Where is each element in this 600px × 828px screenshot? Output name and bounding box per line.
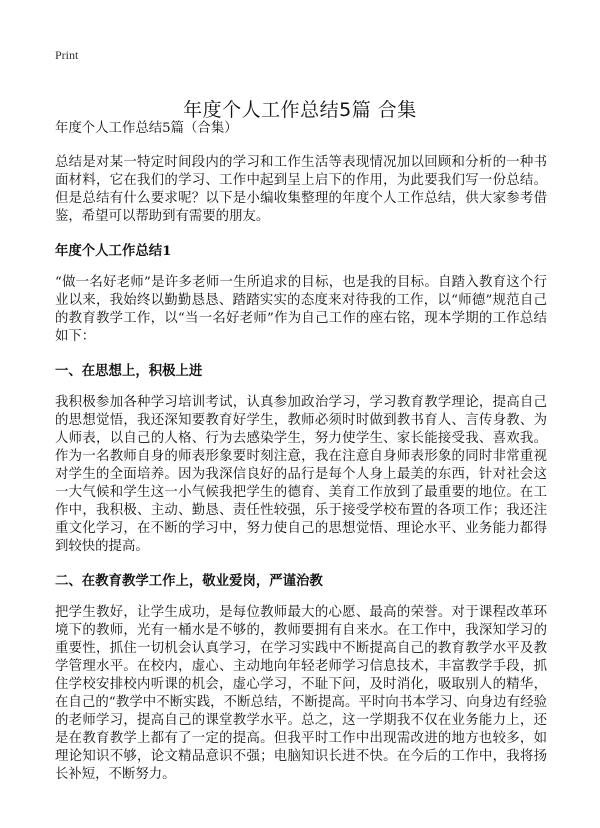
print-label: Print xyxy=(55,48,79,62)
section-intro-paragraph: “做一名好老师”是许多老师一生所追求的目标，也是我的目标。自踏入教育这个行业以来，我始终以勤勤恳恳、踏踏实实的态度来对待我的工作，以“师德”规范自己的教育教学工作，以“当一名好老师”作为自己工作的座右铭，现本学期的工作总结如下： xyxy=(55,275,547,344)
document-subtitle: 年度个人工作总结5篇（合集） xyxy=(55,121,238,136)
part2-heading: 二、在教育教学工作上，敬业爱岗，严谨治教 xyxy=(55,573,323,589)
part1-paragraph: 我积极参加各种学习培训考试，认真参加政治学习，学习教育教学理论，提高自己的思想觉悟，我还深知要教育好学生，教师必须时时做到教书育人、言传身教、为人师表，以自己的人格、行为去感染学生，努力使学生、家长能接受我、喜欢我。作为一名教师自身的师表形象要时刻注意，我在注意自身师表形象的同时非常重视对学生的全面培养。因为我深信良好的品行是每个人身上最美的东西，针对社会这一大气候和学生这一小气候我把学生的德育、美育工作放到了最重要的地位。在工作中，我积极、主动、勤恳、责任性较强，乐于接受学校布置的各项工作；我还注重文化学习，在不断的学习中，努力使自己的思想觉悟、理论水平、业务能力都得到较快的提高。 xyxy=(55,395,547,554)
intro-paragraph: 总结是对某一特定时间段内的学习和工作生活等表现情况加以回顾和分析的一种书面材料，它在我们的学习、工作中起到呈上启下的作用，为此要我们写一份总结。但是总结有什么要求呢？以下是小编收集整理的年度个人工作总结，供大家参考借鉴，希望可以帮助到有需要的朋友。 xyxy=(55,155,547,224)
document-body xyxy=(55,120,547,800)
part1-heading: 一、在思想上，积极上进 xyxy=(55,363,203,379)
part2-paragraph: 把学生教好，让学生成功，是每位教师最大的心愿、最高的荣誉。对于课程改革环境下的教师，光有一桶水是不够的，教师要拥有自来水。在工作中，我深知学习的重要性，抓住一切机会认真学习，在学习实践中不断提高自己的教育教学水平及教学管理水平。在校内，虚心、主动地向年轻老师学习信息技术，丰富教学手段，抓住学校安排校内听课的机会，虚心学习，不耻下问，及时消化，吸取别人的精华，在自己的“教学中不断实践，不断总结，不断提高。平时向书本学习、向身边有经验的老师学习，提高自己的课堂教学水平。总之，这一学期我不仅在业务能力上，还是在教育教学上都有了一定的提高。但我平时工作中出现需改进的地方也较多，如理论知识不够，论文精品意识不强；电脑知识长进不快。在今后的工作中，我将扬长补短，不断努力。 xyxy=(55,605,547,782)
document-title: 年度个人工作总结5篇 合集 xyxy=(183,98,417,121)
section-heading: 年度个人工作总结1 xyxy=(55,243,172,259)
